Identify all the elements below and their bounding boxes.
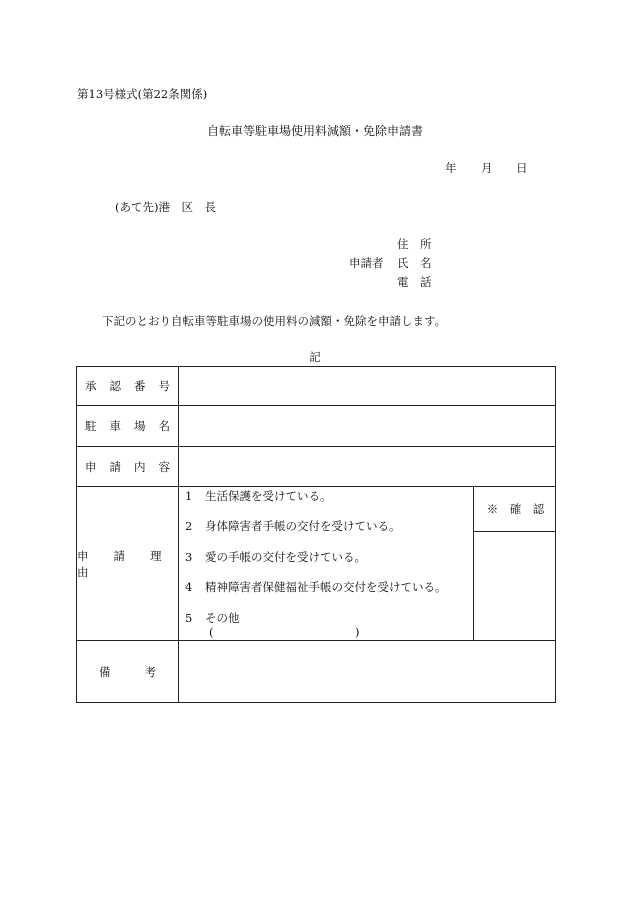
reason-number: 4 <box>185 580 193 594</box>
remarks-label-cell <box>77 641 190 703</box>
date-day-label: 日 <box>516 161 528 175</box>
form-number: 第13号様式(第22条関係) <box>77 87 208 101</box>
date-year-label: 年 <box>445 161 457 175</box>
application-table <box>76 366 556 703</box>
reason-item-4[interactable] <box>185 579 447 595</box>
parking-name-field[interactable] <box>179 406 555 446</box>
approval-number-field[interactable] <box>179 367 555 405</box>
reason-number: 3 <box>185 550 193 564</box>
reason-other-paren-open: ( <box>209 625 214 639</box>
phone-label: 電 話 <box>397 275 432 289</box>
reason-text: その他 <box>205 611 240 625</box>
remarks-field[interactable] <box>179 641 555 703</box>
reason-text: 精神障害者保健福祉手帳の交付を受けている。 <box>205 580 447 594</box>
reason-other-paren-close: ) <box>355 625 360 639</box>
applicant-label: 申請者 <box>349 256 384 270</box>
reason-other-input[interactable] <box>221 623 351 639</box>
application-content-label: 申請内容 <box>85 459 183 474</box>
request-statement: 下記のとおり自転車等駐車場の使用料の減額・免除を申請します。 <box>102 314 447 328</box>
confirm-header-cell <box>474 487 557 531</box>
parking-name-label: 駐車場名 <box>85 419 183 433</box>
reason-number: 5 <box>185 611 193 625</box>
reason-text: 身体障害者手帳の交付を受けている。 <box>205 519 401 533</box>
document-title: 自転車等駐車場使用料減額・免除申請書 <box>206 124 423 138</box>
reason-text: 愛の手帳の交付を受けている。 <box>205 550 366 564</box>
parking-name-label-cell <box>77 406 183 446</box>
confirm-label: ※ 確 認 <box>486 502 545 516</box>
approval-number-label: 承認番号 <box>85 379 183 393</box>
reason-item-2[interactable] <box>185 518 401 534</box>
reason-item-1[interactable] <box>185 488 332 504</box>
reason-label-cell <box>77 487 187 640</box>
ki-heading: 記 <box>309 350 321 364</box>
reason-text: 生活保護を受けている。 <box>205 489 332 503</box>
date-month-label: 月 <box>481 161 493 175</box>
name-label: 氏 名 <box>397 256 432 270</box>
application-content-label-cell <box>77 447 183 486</box>
reason-item-3[interactable] <box>185 549 366 565</box>
application-content-field[interactable] <box>179 447 555 486</box>
reason-number: 2 <box>185 519 193 533</box>
address-label: 住 所 <box>397 237 432 251</box>
reason-label: 申請理由 <box>77 548 187 579</box>
approval-number-label-cell <box>77 367 183 405</box>
confirm-field[interactable] <box>474 532 557 640</box>
addressee: (あて先)港 区 長 <box>115 200 216 214</box>
remarks-label: 備考 <box>99 665 190 679</box>
reason-number: 1 <box>185 489 193 503</box>
